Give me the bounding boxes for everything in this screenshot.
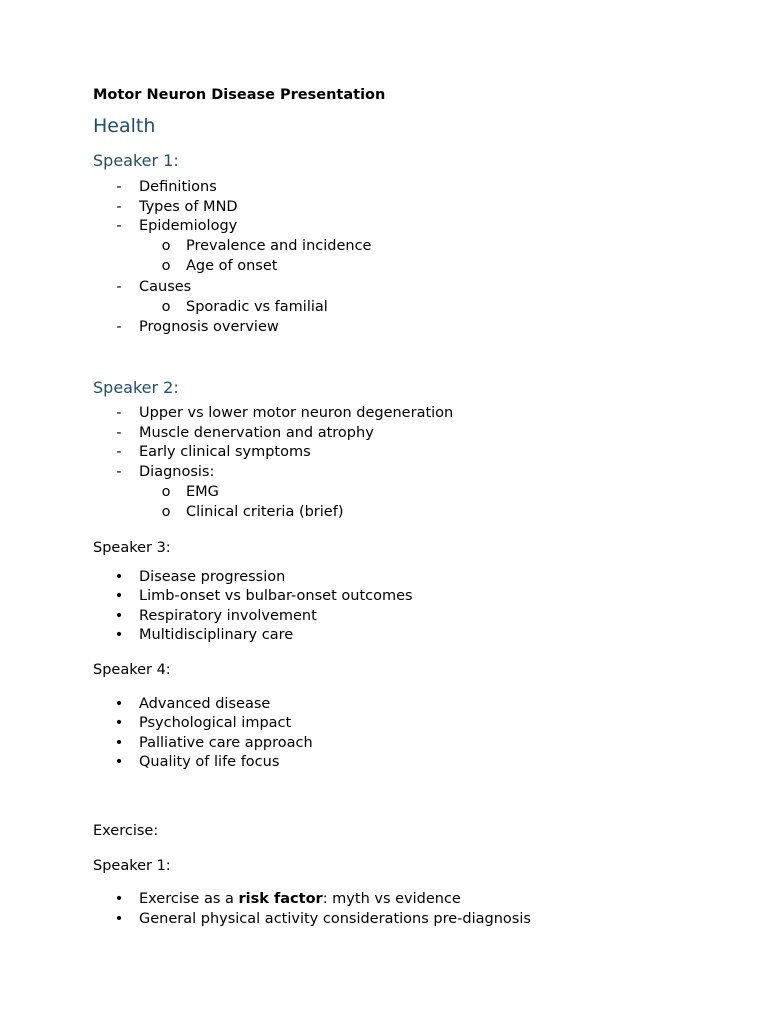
- list-item-text: Limb-onset vs bulbar-onset outcomes: [139, 588, 413, 604]
- bullet-marker: •: [114, 608, 124, 624]
- bullet-marker: •: [114, 754, 124, 770]
- circle-marker: o: [161, 238, 171, 254]
- exercise-speaker-1-heading: Speaker 1:: [93, 858, 171, 874]
- sub-list-item: [0, 484, 768, 504]
- list-item-text: Quality of life focus: [139, 754, 280, 770]
- speaker-1-heading: Speaker 1:: [93, 151, 179, 170]
- list-item: [0, 444, 768, 464]
- list-item: [0, 179, 768, 199]
- list-item-text: Psychological impact: [139, 715, 292, 731]
- list-item-text: Advanced disease: [139, 696, 271, 712]
- list-item: [0, 715, 768, 735]
- list-item-text: Prognosis overview: [139, 319, 279, 335]
- sub-list-item: [0, 238, 768, 258]
- speaker-4-heading: Speaker 4:: [93, 662, 171, 678]
- speaker-3-heading: Speaker 3:: [93, 540, 171, 556]
- list-item-text: General physical activity considerations pre-diagnosis: [139, 911, 531, 927]
- list-item: [0, 608, 768, 628]
- list-item: [0, 627, 768, 647]
- sub-list-item: [0, 299, 768, 319]
- bullet-marker: •: [114, 891, 124, 907]
- dash-marker: -: [116, 199, 122, 215]
- list-item-text: Definitions: [139, 179, 217, 195]
- dash-marker: -: [116, 218, 122, 234]
- list-item: [0, 405, 768, 425]
- list-item-text: Diagnosis:: [139, 464, 215, 480]
- list-item: [0, 754, 768, 774]
- list-item-text: Muscle denervation and atrophy: [139, 425, 374, 441]
- list-item-text: Respiratory involvement: [139, 608, 317, 624]
- dash-marker: -: [116, 179, 122, 195]
- speaker-2-heading: Speaker 2:: [93, 378, 179, 397]
- dash-marker: -: [116, 319, 122, 335]
- bullet-marker: •: [114, 627, 124, 643]
- list-item-text: Age of onset: [186, 258, 278, 274]
- text-prefix: Exercise as a: [139, 891, 239, 907]
- list-item: [0, 279, 768, 299]
- dash-marker: -: [116, 444, 122, 460]
- dash-marker: -: [116, 279, 122, 295]
- sub-list-item: [0, 258, 768, 278]
- list-item: [0, 464, 768, 484]
- list-item-text: Sporadic vs familial: [186, 299, 328, 315]
- list-item: [0, 319, 768, 339]
- bullet-marker: •: [114, 911, 124, 927]
- list-item: [0, 199, 768, 219]
- list-item: [0, 218, 768, 238]
- list-item: [0, 569, 768, 589]
- sub-list-item: [0, 504, 768, 524]
- list-item-text: Palliative care approach: [139, 735, 313, 751]
- list-item-text: [139, 891, 461, 907]
- dash-marker: -: [116, 425, 122, 441]
- text-suffix: : myth vs evidence: [322, 891, 461, 907]
- list-item: [0, 911, 768, 931]
- list-item-text: Epidemiology: [139, 218, 238, 234]
- bullet-marker: •: [114, 715, 124, 731]
- section-heading-health: Health: [93, 115, 156, 137]
- list-item: [0, 696, 768, 716]
- list-item-text: Clinical criteria (brief): [186, 504, 344, 520]
- circle-marker: o: [161, 484, 171, 500]
- circle-marker: o: [161, 258, 171, 274]
- list-item: [0, 588, 768, 608]
- list-item-text: Upper vs lower motor neuron degeneration: [139, 405, 454, 421]
- list-item-text: Types of MND: [139, 199, 238, 215]
- document-title: Motor Neuron Disease Presentation: [93, 87, 386, 103]
- bullet-marker: •: [114, 569, 124, 585]
- list-item: [0, 735, 768, 755]
- bullet-marker: •: [114, 696, 124, 712]
- list-item-text: EMG: [186, 484, 219, 500]
- list-item-text: Prevalence and incidence: [186, 238, 372, 254]
- circle-marker: o: [161, 504, 171, 520]
- bullet-marker: •: [114, 735, 124, 751]
- circle-marker: o: [161, 299, 171, 315]
- list-item-text: Multidisciplinary care: [139, 627, 294, 643]
- dash-marker: -: [116, 464, 122, 480]
- section-heading-exercise: Exercise:: [93, 823, 159, 839]
- list-item-text: Early clinical symptoms: [139, 444, 311, 460]
- list-item-text: Disease progression: [139, 569, 286, 585]
- bullet-marker: •: [114, 588, 124, 604]
- list-item: [0, 891, 768, 911]
- dash-marker: -: [116, 405, 122, 421]
- bold-text: risk factor: [238, 891, 323, 907]
- list-item-text: Causes: [139, 279, 192, 295]
- list-item: [0, 425, 768, 445]
